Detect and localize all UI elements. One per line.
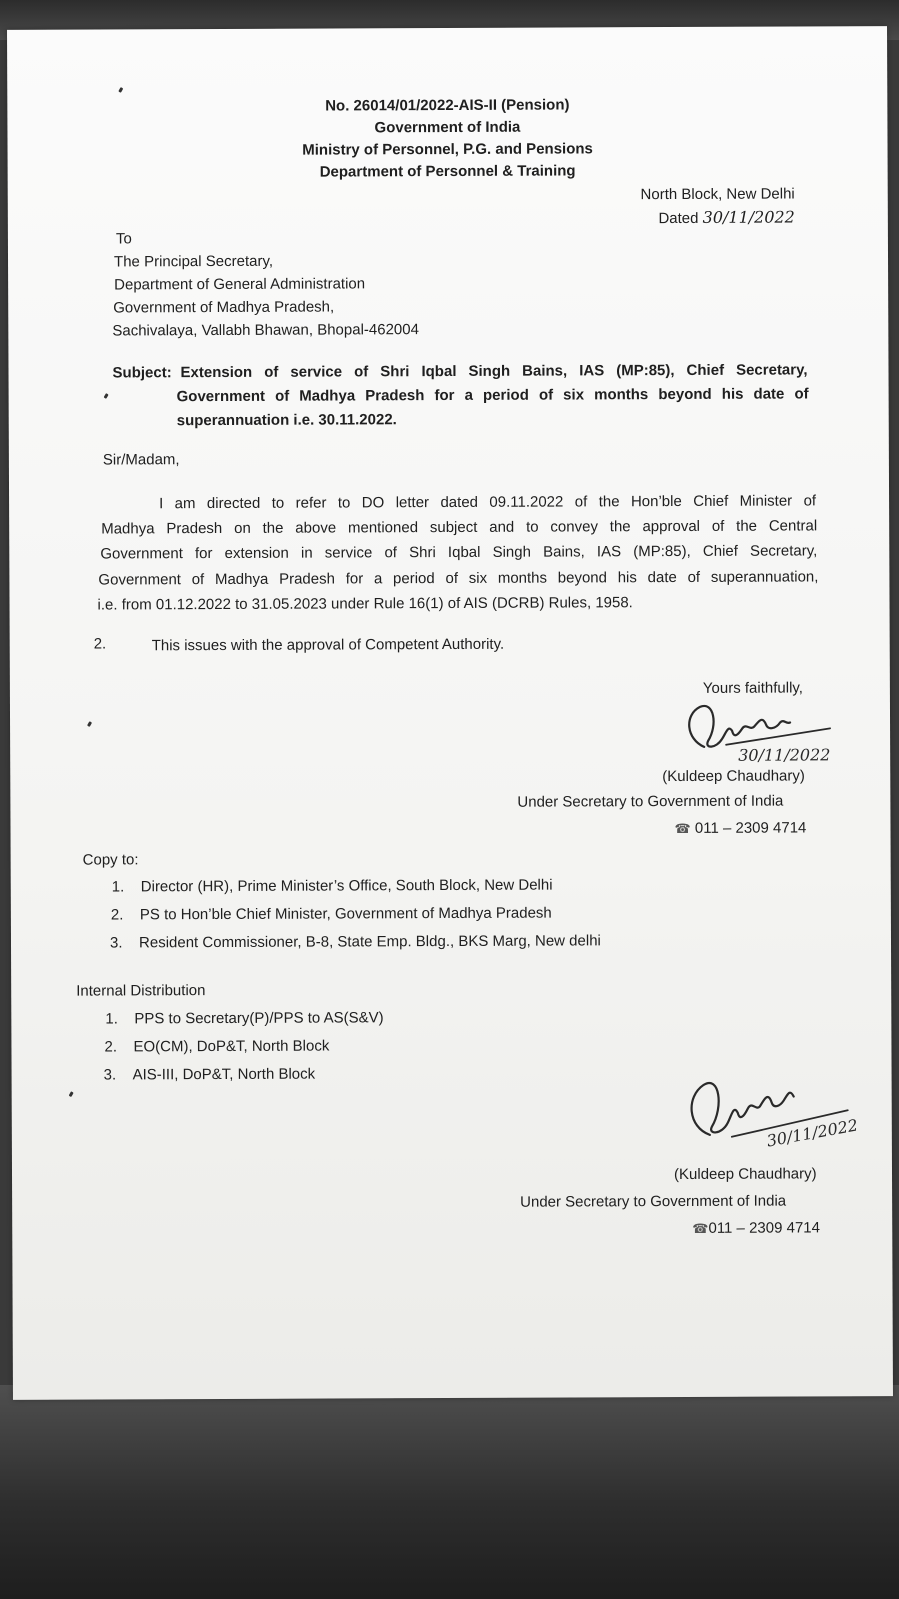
stray-mark — [104, 393, 109, 399]
copy-to-item: PS to Hon’ble Chief Minister, Government of Madhya Pradesh — [139, 904, 552, 924]
copy-to-number: 2. — [110, 906, 124, 924]
copy-to-item: Director (HR), Prime Minister’s Office, South Block, New Delhi — [140, 876, 553, 896]
body-line: Madhya Pradesh on the above mentioned subject and to convey the approval of the Central — [101, 517, 818, 538]
internal-number: 2. — [104, 1038, 118, 1056]
addressee-line: Sachivalaya, Vallabh Bhawan, Bhopal-462004 — [112, 321, 419, 340]
body-line: Government for extension in service of Shri Iqbal Singh Bains, IAS (MP:85), Chief Secretary, — [100, 542, 818, 563]
copy-to-label: Copy to: — [82, 851, 139, 869]
signature-2 — [680, 1066, 886, 1157]
date-handwritten: 30/11/2022 — [702, 207, 795, 227]
internal-item: AIS-III, DoP&T, North Block — [132, 1065, 316, 1084]
addressee-line: Government of Madhya Pradesh, — [113, 298, 335, 317]
place-line: North Block, New Delhi — [640, 185, 795, 204]
signatory-name: (Kuldeep Chaudhary) — [662, 767, 805, 786]
para2-text: This issues with the approval of Competent Authority. — [151, 635, 505, 655]
body-line: Government of Madhya Pradesh for a period of six months beyond his date of superannuation, — [98, 568, 819, 589]
copy-to-number: 3. — [109, 934, 123, 952]
telephone-icon: ☎ — [674, 820, 691, 837]
signatory-name-2: (Kuldeep Chaudhary) — [673, 1165, 817, 1184]
header-department: Department of Personnel & Training — [319, 162, 576, 181]
signatory-phone — [674, 818, 806, 839]
addressee-line: Department of General Administration — [114, 275, 366, 294]
stray-mark — [118, 87, 123, 93]
copy-to-item: Resident Commissioner, B-8, State Emp. Bldg., BKS Marg, New delhi — [138, 932, 601, 952]
file-number: No. 26014/01/2022-AIS-II (Pension) — [325, 96, 570, 115]
subject-line: Extension of service of Shri Iqbal Singh Bains, IAS (MP:85), Chief Secretary, — [180, 361, 808, 382]
internal-item: PPS to Secretary(P)/PPS to AS(S&V) — [134, 1009, 384, 1028]
date-label: Dated — [658, 209, 703, 228]
body-line: I am directed to refer to DO letter dated 09.11.2022 of the Hon’ble Chief Minister of — [159, 492, 817, 513]
body-line: i.e. from 01.12.2022 to 31.05.2023 under Rule 16(1) of AIS (DCRB) Rules, 1958. — [97, 594, 633, 614]
addressee-line: The Principal Secretary, — [113, 252, 274, 271]
stray-mark — [69, 1091, 74, 1097]
date-line — [625, 207, 795, 229]
signature-1-date: 30/11/2022 — [738, 745, 831, 765]
internal-distribution-label: Internal Distribution — [76, 982, 206, 1000]
subject-line: Government of Madhya Pradesh for a period of six months beyond his date of — [176, 385, 809, 406]
signatory-designation: Under Secretary to Government of India — [517, 792, 784, 811]
signature-1 — [680, 694, 880, 765]
stray-mark — [87, 721, 92, 727]
copy-to-number: 1. — [111, 878, 125, 896]
phone-number: 011 – 2309 4714 — [694, 819, 807, 837]
internal-item: EO(CM), DoP&T, North Block — [133, 1037, 330, 1056]
telephone-icon: ☎ — [692, 1220, 709, 1236]
header-government: Government of India — [374, 118, 521, 137]
internal-number: 1. — [105, 1010, 118, 1028]
salutation: Sir/Madam, — [102, 451, 180, 469]
to-label: To — [115, 230, 132, 248]
photo-backdrop-bottom — [0, 1385, 899, 1599]
para2-number: 2. — [93, 635, 107, 653]
internal-number: 3. — [103, 1066, 117, 1084]
signatory-designation-2: Under Secretary to Government of India — [520, 1192, 787, 1211]
letter-page — [7, 26, 893, 1400]
subject-line: superannuation i.e. 30.11.2022. — [176, 411, 397, 430]
signature-2-date: 30/11/2022 — [765, 1115, 860, 1151]
phone-number-2: 011 – 2309 4714 — [708, 1219, 820, 1237]
subject-label: Subject: — [112, 364, 172, 382]
yours-faithfully: Yours faithfully, — [702, 679, 803, 697]
header-ministry: Ministry of Personnel, P.G. and Pensions — [302, 140, 593, 159]
signatory-phone-2 — [692, 1218, 820, 1239]
